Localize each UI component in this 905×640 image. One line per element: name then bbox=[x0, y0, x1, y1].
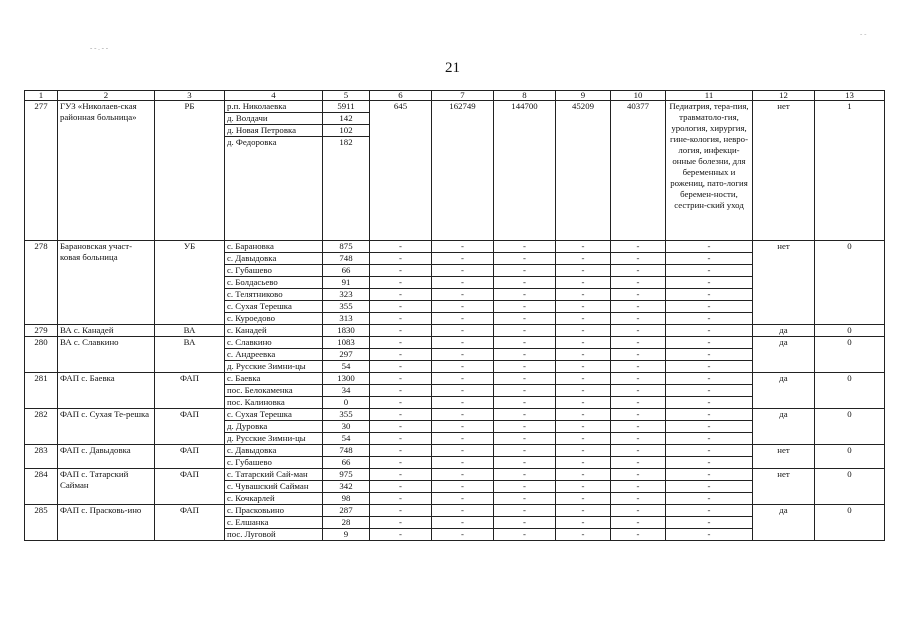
flag-yes-no: нет bbox=[753, 469, 815, 505]
value-dash: - bbox=[432, 289, 494, 301]
value-dash: - bbox=[666, 397, 753, 409]
facilities-table bbox=[24, 90, 885, 541]
settlement-population: 30 bbox=[323, 421, 370, 433]
value-dash: - bbox=[556, 373, 611, 385]
value-dash: - bbox=[494, 313, 556, 325]
column-header-13: 13 bbox=[815, 91, 885, 101]
value-dash: - bbox=[432, 421, 494, 433]
value-dash: - bbox=[432, 313, 494, 325]
page-number: 21 bbox=[445, 60, 460, 76]
settlement-population: 28 bbox=[323, 517, 370, 529]
settlement-population: 182 bbox=[323, 137, 370, 241]
facility-type: ВА bbox=[155, 325, 225, 337]
value-dash: - bbox=[666, 505, 753, 517]
facility-type: ФАП bbox=[155, 373, 225, 409]
value-dash: - bbox=[666, 337, 753, 349]
value-dash: - bbox=[611, 325, 666, 337]
count-value: 0 bbox=[815, 373, 885, 409]
value-dash: - bbox=[432, 469, 494, 481]
value-dash: - bbox=[494, 241, 556, 253]
flag-yes-no: да bbox=[753, 505, 815, 541]
value-dash: - bbox=[666, 493, 753, 505]
table-row bbox=[25, 241, 885, 253]
value-dash: - bbox=[556, 433, 611, 445]
value-dash: - bbox=[432, 277, 494, 289]
value-c7: 162749 bbox=[432, 101, 494, 241]
value-dash: - bbox=[432, 337, 494, 349]
value-dash: - bbox=[370, 265, 432, 277]
value-dash: - bbox=[494, 397, 556, 409]
value-dash: - bbox=[611, 397, 666, 409]
value-dash: - bbox=[370, 517, 432, 529]
settlement-name: с. Славкино bbox=[225, 337, 323, 349]
value-dash: - bbox=[556, 301, 611, 313]
settlement-name: с. Губашево bbox=[225, 265, 323, 277]
value-dash: - bbox=[370, 301, 432, 313]
settlement-population: 313 bbox=[323, 313, 370, 325]
value-dash: - bbox=[494, 493, 556, 505]
facility-number: 277 bbox=[25, 101, 58, 241]
settlement-name: с. Сухая Терешка bbox=[225, 301, 323, 313]
facility-number: 278 bbox=[25, 241, 58, 325]
value-dash: - bbox=[370, 325, 432, 337]
value-dash: - bbox=[432, 253, 494, 265]
value-dash: - bbox=[494, 505, 556, 517]
count-value: 0 bbox=[815, 337, 885, 373]
value-dash: - bbox=[556, 349, 611, 361]
value-dash: - bbox=[556, 361, 611, 373]
value-dash: - bbox=[611, 481, 666, 493]
settlement-population: 98 bbox=[323, 493, 370, 505]
settlement-population: 748 bbox=[323, 445, 370, 457]
value-dash: - bbox=[556, 469, 611, 481]
settlement-population: 102 bbox=[323, 125, 370, 137]
value-dash: - bbox=[666, 469, 753, 481]
settlement-population: 34 bbox=[323, 385, 370, 397]
facility-number: 282 bbox=[25, 409, 58, 445]
value-dash: - bbox=[432, 265, 494, 277]
value-dash: - bbox=[611, 289, 666, 301]
settlement-population: 975 bbox=[323, 469, 370, 481]
value-dash: - bbox=[370, 277, 432, 289]
value-dash: - bbox=[611, 373, 666, 385]
value-dash: - bbox=[666, 277, 753, 289]
settlement-name: пос. Калиновка bbox=[225, 397, 323, 409]
settlement-population: 355 bbox=[323, 301, 370, 313]
value-dash: - bbox=[494, 457, 556, 469]
settlement-population: 875 bbox=[323, 241, 370, 253]
value-dash: - bbox=[432, 433, 494, 445]
facility-type: УБ bbox=[155, 241, 225, 325]
facility-type: ВА bbox=[155, 337, 225, 373]
value-dash: - bbox=[432, 361, 494, 373]
settlement-population: 9 bbox=[323, 529, 370, 541]
settlement-population: 297 bbox=[323, 349, 370, 361]
facility-type: ФАП bbox=[155, 409, 225, 445]
value-dash: - bbox=[556, 457, 611, 469]
value-dash: - bbox=[611, 529, 666, 541]
value-dash: - bbox=[556, 421, 611, 433]
value-dash: - bbox=[494, 433, 556, 445]
value-c6: 645 bbox=[370, 101, 432, 241]
facility-type: ФАП bbox=[155, 469, 225, 505]
value-dash: - bbox=[556, 505, 611, 517]
flag-yes-no: нет bbox=[753, 101, 815, 241]
value-dash: - bbox=[432, 493, 494, 505]
value-dash: - bbox=[611, 349, 666, 361]
value-dash: - bbox=[432, 325, 494, 337]
value-dash: - bbox=[370, 445, 432, 457]
settlement-population: 54 bbox=[323, 361, 370, 373]
column-header-6: 6 bbox=[370, 91, 432, 101]
flag-yes-no: да bbox=[753, 409, 815, 445]
facility-type: РБ bbox=[155, 101, 225, 241]
value-dash: - bbox=[666, 385, 753, 397]
value-dash: - bbox=[494, 349, 556, 361]
flag-yes-no: нет bbox=[753, 241, 815, 325]
value-dash: - bbox=[432, 397, 494, 409]
settlement-name: с. Давыдовка bbox=[225, 253, 323, 265]
value-dash: - bbox=[432, 529, 494, 541]
value-dash: - bbox=[370, 493, 432, 505]
column-header-4: 4 bbox=[225, 91, 323, 101]
settlement-name: с. Сухая Терешка bbox=[225, 409, 323, 421]
value-dash: - bbox=[494, 289, 556, 301]
count-value: 0 bbox=[815, 445, 885, 469]
settlement-name: р.п. Николаевка bbox=[225, 101, 323, 113]
value-dash: - bbox=[666, 253, 753, 265]
facility-name: ВА с. Канадей bbox=[58, 325, 155, 337]
value-dash: - bbox=[494, 409, 556, 421]
facility-name: ФАП с. Татарский Сайман bbox=[58, 469, 155, 505]
facility-number: 285 bbox=[25, 505, 58, 541]
scan-mark-top-right: - - bbox=[860, 30, 867, 38]
value-dash: - bbox=[432, 349, 494, 361]
value-dash: - bbox=[666, 361, 753, 373]
value-dash: - bbox=[370, 505, 432, 517]
settlement-name: пос. Белокаменка bbox=[225, 385, 323, 397]
table-row bbox=[25, 409, 885, 421]
settlement-name: д. Новая Петровка bbox=[225, 125, 323, 137]
column-header-8: 8 bbox=[494, 91, 556, 101]
value-dash: - bbox=[370, 457, 432, 469]
value-dash: - bbox=[556, 493, 611, 505]
facility-name: ГУЗ «Николаев-ская районная больница» bbox=[58, 101, 155, 241]
settlement-population: 0 bbox=[323, 397, 370, 409]
value-dash: - bbox=[370, 529, 432, 541]
count-value: 0 bbox=[815, 469, 885, 505]
settlement-population: 5911 bbox=[323, 101, 370, 113]
facility-name: ФАП с. Сухая Те-решка bbox=[58, 409, 155, 445]
table-row bbox=[25, 337, 885, 349]
facility-number: 284 bbox=[25, 469, 58, 505]
column-header-10: 10 bbox=[611, 91, 666, 101]
value-dash: - bbox=[666, 325, 753, 337]
table-row bbox=[25, 469, 885, 481]
value-dash: - bbox=[432, 457, 494, 469]
settlement-name: с. Телятниково bbox=[225, 289, 323, 301]
table-row bbox=[25, 445, 885, 457]
settlement-population: 342 bbox=[323, 481, 370, 493]
facility-type: ФАП bbox=[155, 445, 225, 469]
settlement-population: 323 bbox=[323, 289, 370, 301]
value-dash: - bbox=[666, 433, 753, 445]
value-dash: - bbox=[494, 481, 556, 493]
value-dash: - bbox=[611, 433, 666, 445]
settlement-name: с. Болдасьево bbox=[225, 277, 323, 289]
value-dash: - bbox=[611, 313, 666, 325]
settlement-population: 1830 bbox=[323, 325, 370, 337]
value-dash: - bbox=[556, 253, 611, 265]
settlement-name: с. Татарский Сай-ман bbox=[225, 469, 323, 481]
value-dash: - bbox=[666, 529, 753, 541]
value-dash: - bbox=[611, 241, 666, 253]
value-dash: - bbox=[494, 325, 556, 337]
value-dash: - bbox=[494, 445, 556, 457]
value-dash: - bbox=[370, 409, 432, 421]
value-dash: - bbox=[494, 253, 556, 265]
value-dash: - bbox=[494, 421, 556, 433]
settlement-population: 66 bbox=[323, 457, 370, 469]
count-value: 0 bbox=[815, 241, 885, 325]
settlement-name: с. Андреевка bbox=[225, 349, 323, 361]
settlement-name: д. Русские Зимни-цы bbox=[225, 361, 323, 373]
value-dash: - bbox=[432, 505, 494, 517]
value-dash: - bbox=[611, 445, 666, 457]
value-dash: - bbox=[370, 373, 432, 385]
value-dash: - bbox=[556, 409, 611, 421]
value-dash: - bbox=[666, 265, 753, 277]
value-dash: - bbox=[370, 385, 432, 397]
value-dash: - bbox=[556, 289, 611, 301]
value-dash: - bbox=[556, 241, 611, 253]
value-dash: - bbox=[370, 313, 432, 325]
settlement-population: 1300 bbox=[323, 373, 370, 385]
value-dash: - bbox=[432, 301, 494, 313]
settlement-population: 91 bbox=[323, 277, 370, 289]
column-header-2: 2 bbox=[58, 91, 155, 101]
table-row bbox=[25, 505, 885, 517]
column-header-11: 11 bbox=[666, 91, 753, 101]
count-value: 0 bbox=[815, 325, 885, 337]
value-dash: - bbox=[666, 409, 753, 421]
value-dash: - bbox=[611, 493, 666, 505]
header-row bbox=[25, 91, 885, 101]
settlement-population: 355 bbox=[323, 409, 370, 421]
value-dash: - bbox=[432, 385, 494, 397]
value-dash: - bbox=[494, 361, 556, 373]
value-dash: - bbox=[370, 241, 432, 253]
value-dash: - bbox=[611, 421, 666, 433]
value-dash: - bbox=[666, 349, 753, 361]
settlement-population: 142 bbox=[323, 113, 370, 125]
facility-number: 280 bbox=[25, 337, 58, 373]
flag-yes-no: нет bbox=[753, 445, 815, 469]
settlement-name: пос. Луговой bbox=[225, 529, 323, 541]
table-row bbox=[25, 101, 885, 113]
settlement-name: с. Чувашский Сайман bbox=[225, 481, 323, 493]
settlement-population: 1083 bbox=[323, 337, 370, 349]
facility-name: Барановская участ-ковая больница bbox=[58, 241, 155, 325]
value-dash: - bbox=[432, 517, 494, 529]
value-dash: - bbox=[556, 265, 611, 277]
settlement-name: с. Прасковьино bbox=[225, 505, 323, 517]
value-dash: - bbox=[494, 277, 556, 289]
value-dash: - bbox=[666, 421, 753, 433]
value-c9: 45209 bbox=[556, 101, 611, 241]
value-dash: - bbox=[611, 457, 666, 469]
value-dash: - bbox=[611, 277, 666, 289]
value-dash: - bbox=[556, 325, 611, 337]
value-dash: - bbox=[370, 397, 432, 409]
value-dash: - bbox=[494, 337, 556, 349]
value-dash: - bbox=[611, 385, 666, 397]
value-dash: - bbox=[370, 469, 432, 481]
value-dash: - bbox=[666, 517, 753, 529]
value-dash: - bbox=[611, 253, 666, 265]
value-dash: - bbox=[666, 289, 753, 301]
flag-yes-no: да bbox=[753, 325, 815, 337]
value-dash: - bbox=[370, 289, 432, 301]
settlement-name: д. Русские Зимни-цы bbox=[225, 433, 323, 445]
value-dash: - bbox=[432, 409, 494, 421]
value-dash: - bbox=[556, 397, 611, 409]
settlement-name: д. Федоровка bbox=[225, 137, 323, 241]
value-dash: - bbox=[556, 517, 611, 529]
column-header-9: 9 bbox=[556, 91, 611, 101]
value-dash: - bbox=[370, 481, 432, 493]
value-dash: - bbox=[611, 409, 666, 421]
flag-yes-no: да bbox=[753, 337, 815, 373]
count-value: 1 bbox=[815, 101, 885, 241]
column-header-3: 3 bbox=[155, 91, 225, 101]
facility-name: ФАП с. Баевка bbox=[58, 373, 155, 409]
value-dash: - bbox=[556, 445, 611, 457]
value-dash: - bbox=[666, 241, 753, 253]
value-c10: 40377 bbox=[611, 101, 666, 241]
value-dash: - bbox=[556, 313, 611, 325]
value-dash: - bbox=[611, 469, 666, 481]
settlement-name: с. Куроедово bbox=[225, 313, 323, 325]
value-dash: - bbox=[370, 433, 432, 445]
scan-mark-top-left: - - . - - bbox=[90, 44, 109, 52]
settlement-name: с. Давыдовка bbox=[225, 445, 323, 457]
value-dash: - bbox=[494, 469, 556, 481]
settlement-name: д. Волдачи bbox=[225, 113, 323, 125]
settlement-name: с. Кочкарлей bbox=[225, 493, 323, 505]
column-header-7: 7 bbox=[432, 91, 494, 101]
table-row bbox=[25, 325, 885, 337]
value-dash: - bbox=[666, 481, 753, 493]
facility-number: 279 bbox=[25, 325, 58, 337]
value-dash: - bbox=[556, 481, 611, 493]
value-dash: - bbox=[494, 517, 556, 529]
settlement-name: с. Елшанка bbox=[225, 517, 323, 529]
value-dash: - bbox=[432, 481, 494, 493]
value-dash: - bbox=[611, 505, 666, 517]
value-dash: - bbox=[370, 361, 432, 373]
value-dash: - bbox=[494, 385, 556, 397]
value-dash: - bbox=[611, 301, 666, 313]
value-dash: - bbox=[494, 373, 556, 385]
value-dash: - bbox=[370, 349, 432, 361]
value-dash: - bbox=[370, 253, 432, 265]
value-dash: - bbox=[666, 313, 753, 325]
settlement-population: 287 bbox=[323, 505, 370, 517]
settlement-name: д. Дуровка bbox=[225, 421, 323, 433]
value-dash: - bbox=[494, 529, 556, 541]
settlement-name: с. Баевка bbox=[225, 373, 323, 385]
count-value: 0 bbox=[815, 409, 885, 445]
flag-yes-no: да bbox=[753, 373, 815, 409]
value-dash: - bbox=[432, 241, 494, 253]
value-dash: - bbox=[611, 517, 666, 529]
value-dash: - bbox=[666, 301, 753, 313]
value-dash: - bbox=[556, 385, 611, 397]
settlement-population: 66 bbox=[323, 265, 370, 277]
settlement-name: с. Барановка bbox=[225, 241, 323, 253]
value-dash: - bbox=[556, 529, 611, 541]
settlement-population: 748 bbox=[323, 253, 370, 265]
value-dash: - bbox=[556, 277, 611, 289]
facility-number: 283 bbox=[25, 445, 58, 469]
column-header-1: 1 bbox=[25, 91, 58, 101]
facility-number: 281 bbox=[25, 373, 58, 409]
value-dash: - bbox=[666, 445, 753, 457]
services-list: Педиатрия, тера-пия, травматоло-гия, урология, хирургия, гине-кология, невро-логия, инфекци-онные болезни, для беременных и рожениц, пато-логия беремен-ности, сестрин-ский уход bbox=[666, 101, 753, 241]
column-header-5: 5 bbox=[323, 91, 370, 101]
table-row bbox=[25, 373, 885, 385]
value-dash: - bbox=[432, 373, 494, 385]
value-dash: - bbox=[432, 445, 494, 457]
settlement-population: 54 bbox=[323, 433, 370, 445]
value-dash: - bbox=[611, 337, 666, 349]
count-value: 0 bbox=[815, 505, 885, 541]
value-dash: - bbox=[556, 337, 611, 349]
settlement-name: с. Канадей bbox=[225, 325, 323, 337]
value-c8: 144700 bbox=[494, 101, 556, 241]
value-dash: - bbox=[611, 361, 666, 373]
column-header-12: 12 bbox=[753, 91, 815, 101]
facility-name: ФАП с. Прасковь-ино bbox=[58, 505, 155, 541]
value-dash: - bbox=[611, 265, 666, 277]
value-dash: - bbox=[494, 265, 556, 277]
value-dash: - bbox=[666, 457, 753, 469]
value-dash: - bbox=[666, 373, 753, 385]
facility-name: ФАП с. Давыдовка bbox=[58, 445, 155, 469]
facility-name: ВА с. Славкино bbox=[58, 337, 155, 373]
settlement-name: с. Губашево bbox=[225, 457, 323, 469]
value-dash: - bbox=[494, 301, 556, 313]
value-dash: - bbox=[370, 337, 432, 349]
facility-type: ФАП bbox=[155, 505, 225, 541]
value-dash: - bbox=[370, 421, 432, 433]
